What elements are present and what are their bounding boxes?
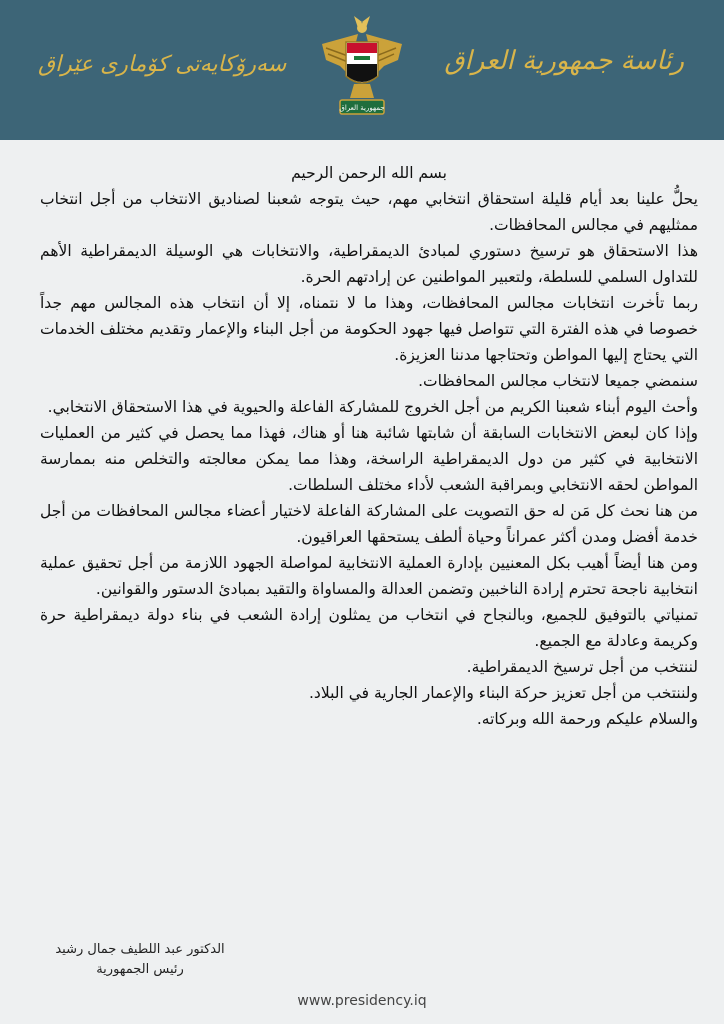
emblem-ribbon-text: جمهورية العراق bbox=[339, 104, 385, 112]
paragraph: ولننتخب من أجل تعزيز حركة البناء والإعمار الجارية في البلاد. bbox=[309, 684, 698, 702]
signatory-title: رئيس الجمهورية bbox=[96, 962, 184, 977]
signatory-name: الدكتور عبد اللطيف جمال رشيد bbox=[55, 942, 225, 957]
paragraph: ومن هنا أيضاً أهيب بكل المعنيين بإدارة العملية الانتخابية لمواصلة الجهود اللازمة من أجل تحقيق عملية انتخابية ناجحة تحترم إرادة الناخبين وتضمن العدالة والمساواة والتقيد بمبادئ الدستور والقوانين. bbox=[40, 554, 698, 598]
paragraph: ربما تأخرت انتخابات مجالس المحافظات، وهذا ما لا نتمناه، إلا أن انتخاب هذه المجالس مهم جداً خصوصا في هذه الفترة التي تتواصل فيها جهود الحكومة من أجل البناء والإعمار وتقديم مختلف الخدمات التي يحتاج إليها المواطن وتحتاجها مدننا العزيزة. bbox=[40, 294, 698, 364]
kurdish-title: سەرۆکایەتی کۆماری عێراق bbox=[38, 52, 287, 77]
paragraph: والسلام عليكم ورحمة الله وبركاته. bbox=[476, 710, 698, 728]
letter-body bbox=[40, 160, 698, 732]
paragraph: من هنا نحث كل مَن له حق التصويت على المشاركة الفاعلة لاختيار أعضاء مجالس المحافظات من أجل خدمة أفضل ومدن أكثر عمراناً وحياة ألطف يستحقها العراقيون. bbox=[40, 502, 698, 546]
arabic-title: رئاسة جمهورية العراق bbox=[444, 46, 684, 76]
paragraph: لننتخب من أجل ترسيخ الديمقراطية. bbox=[466, 658, 698, 676]
footer-url[interactable]: www.presidency.iq bbox=[297, 993, 427, 1009]
basmala: بسم الله الرحمن الرحيم bbox=[291, 164, 447, 182]
paragraph: تمنياتي بالتوفيق للجميع، وبالنجاح في انتخاب من يمثلون إرادة الشعب في بناء دولة ديمقراطية حرة وكريمة وعادلة مع الجميع. bbox=[40, 606, 698, 650]
iraq-eagle-emblem-icon bbox=[318, 14, 406, 124]
paragraph: وأحث اليوم أبناء شعبنا الكريم من أجل الخروج للمشاركة الفاعلة والحيوية في هذا الاستحقاق الانتخابي. bbox=[47, 398, 698, 416]
paragraph: يحلُّ علينا بعد أيام قليلة استحقاق انتخابي مهم، حيث يتوجه شعبنا لصناديق الانتخاب من أجل انتخاب ممثليهم في مجالس المحافظات. bbox=[40, 190, 698, 234]
header-banner bbox=[0, 0, 724, 140]
paragraph: وإذا كان لبعض الانتخابات السابقة أن شابتها شائبة هنا أو هناك، فهذا مما يحصل في كثير من العمليات الانتخابية في كثير من دول الديمقراطية الراسخة، وهذا مما يمكن معالجته والتخلص منه بممارسة المواطن لحقه الانتخابي وبمراقبة الشعب لأداء مختلف السلطات. bbox=[40, 424, 698, 494]
paragraph: هذا الاستحقاق هو ترسيخ دستوري لمبادئ الديمقراطية، والانتخابات هي الوسيلة الديمقراطية الأهم للتداول السلمي للسلطة، ولتعبير المواطنين عن إرادتهم الحرة. bbox=[40, 242, 698, 286]
signature-block bbox=[40, 940, 240, 980]
paragraph: سنمضي جميعا لانتخاب مجالس المحافظات. bbox=[418, 372, 698, 390]
